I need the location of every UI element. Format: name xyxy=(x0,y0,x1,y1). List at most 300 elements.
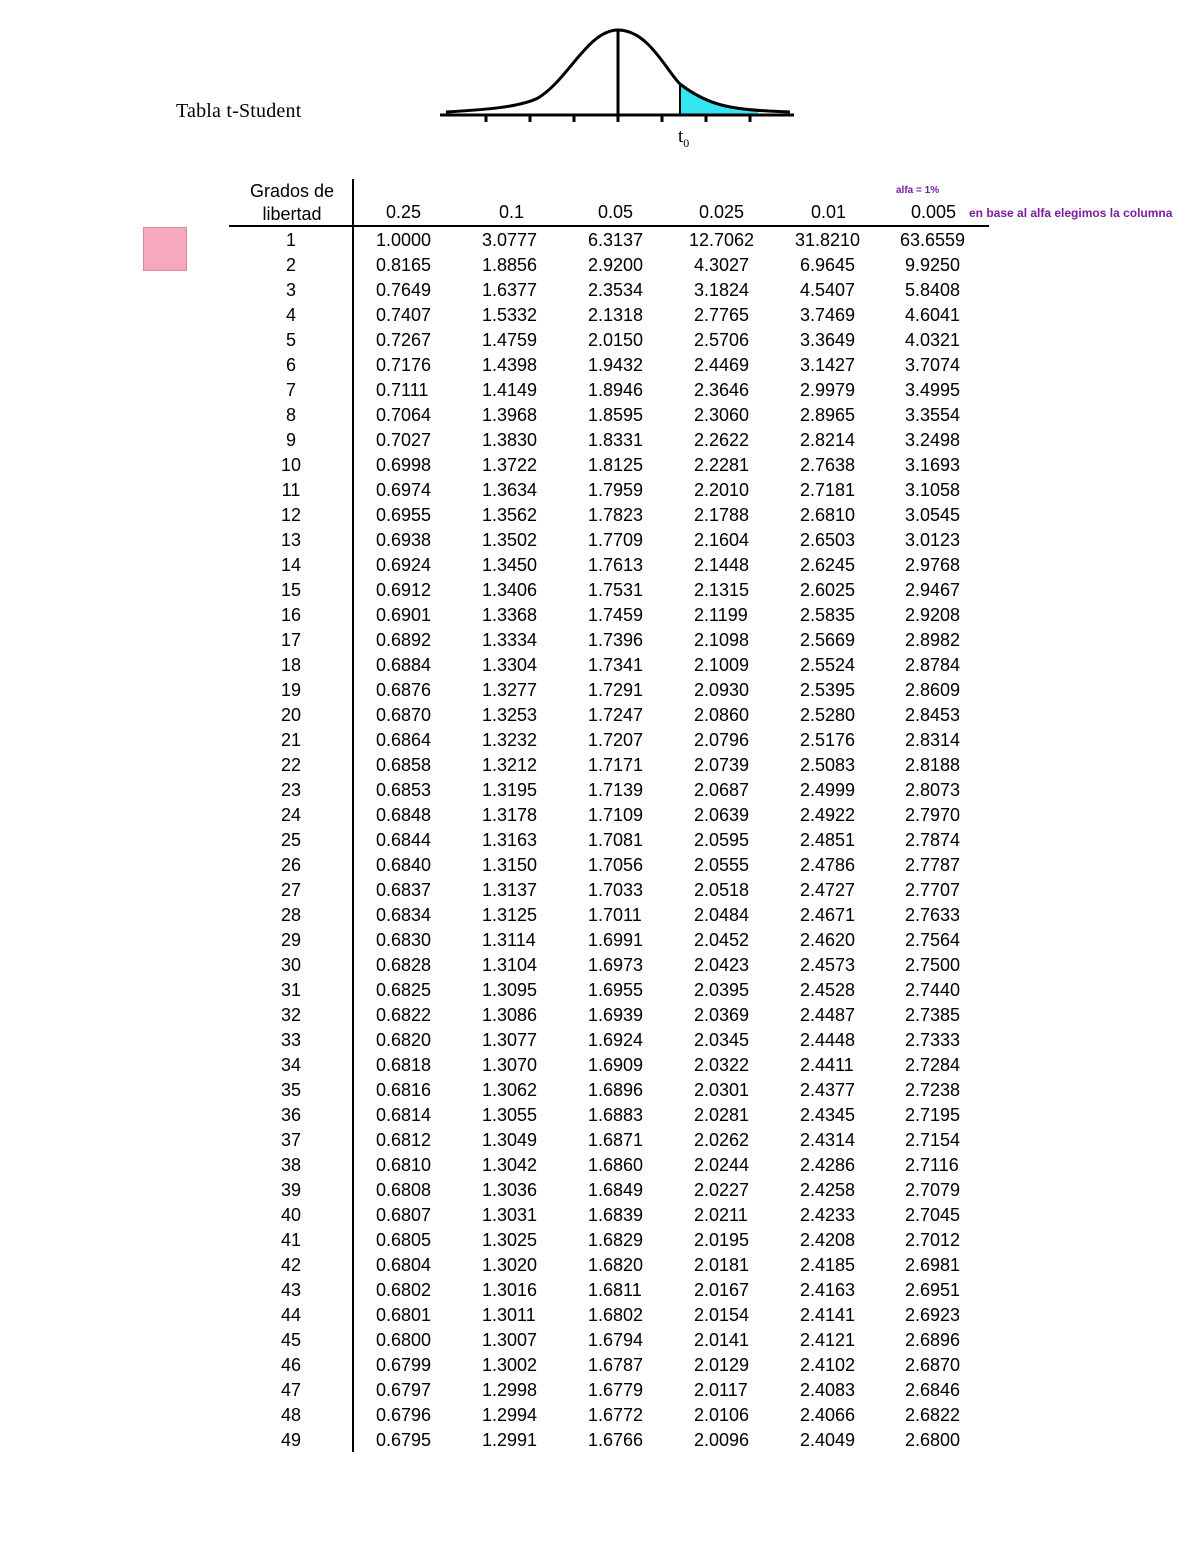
df-cell: 45 xyxy=(280,1330,302,1350)
value-cell: 1.7081 xyxy=(588,830,644,850)
df-cell: 20 xyxy=(280,705,302,725)
value-cell: 2.0322 xyxy=(694,1055,750,1075)
value-cell: 1.8595 xyxy=(588,405,644,425)
value-cell: 2.7765 xyxy=(694,305,750,325)
df-cell: 28 xyxy=(280,905,302,925)
table-row xyxy=(0,1328,1000,1353)
table-row xyxy=(0,703,1000,728)
value-cell: 1.6871 xyxy=(588,1130,644,1150)
value-cell: 1.3722 xyxy=(482,455,538,475)
alpha-header-025: 0.25 xyxy=(386,202,422,222)
value-cell: 0.7176 xyxy=(376,355,432,375)
value-cell: 2.0181 xyxy=(694,1255,750,1275)
value-cell: 0.6818 xyxy=(376,1055,432,1075)
value-cell: 2.4286 xyxy=(800,1155,856,1175)
value-cell: 1.7011 xyxy=(588,905,642,925)
value-cell: 1.6909 xyxy=(588,1055,644,1075)
value-cell: 3.3554 xyxy=(905,405,961,425)
value-cell: 0.6858 xyxy=(376,755,432,775)
df-cell: 36 xyxy=(280,1105,302,1125)
table-row xyxy=(0,478,1000,503)
value-cell: 2.7238 xyxy=(905,1080,961,1100)
df-cell: 7 xyxy=(285,380,296,400)
table-row xyxy=(0,803,1000,828)
value-cell: 0.6808 xyxy=(376,1180,432,1200)
value-cell: 1.3002 xyxy=(482,1355,538,1375)
value-cell: 1.8946 xyxy=(588,380,644,400)
value-cell: 2.0195 xyxy=(694,1230,750,1250)
value-cell: 2.1009 xyxy=(694,655,750,675)
value-cell: 2.7500 xyxy=(905,955,961,975)
value-cell: 2.7385 xyxy=(905,1005,961,1025)
table-row xyxy=(0,1428,1000,1453)
value-cell: 0.6837 xyxy=(376,880,432,900)
value-cell: 1.6849 xyxy=(588,1180,644,1200)
value-cell: 1.6802 xyxy=(588,1305,644,1325)
value-cell: 2.0129 xyxy=(694,1355,750,1375)
value-cell: 1.6772 xyxy=(588,1405,644,1425)
value-cell: 0.6800 xyxy=(376,1330,432,1350)
value-cell: 1.3830 xyxy=(482,430,538,450)
df-cell: 21 xyxy=(280,730,302,750)
value-cell: 2.7284 xyxy=(905,1055,961,1075)
value-cell: 2.7787 xyxy=(905,855,961,875)
value-cell: 1.6860 xyxy=(588,1155,644,1175)
value-cell: 1.3016 xyxy=(482,1280,538,1300)
value-cell: 1.6896 xyxy=(588,1080,644,1100)
value-cell: 2.0227 xyxy=(694,1180,750,1200)
table-row xyxy=(0,353,1000,378)
value-cell: 0.6830 xyxy=(376,930,432,950)
value-cell: 3.2498 xyxy=(905,430,961,450)
value-cell: 1.7139 xyxy=(588,780,644,800)
value-cell: 0.7267 xyxy=(376,330,432,350)
value-cell: 0.7027 xyxy=(376,430,432,450)
table-row xyxy=(0,903,1000,928)
value-cell: 2.0117 xyxy=(694,1380,748,1400)
table-row xyxy=(0,853,1000,878)
value-cell: 1.4759 xyxy=(482,330,538,350)
value-cell: 2.8965 xyxy=(800,405,856,425)
value-cell: 2.6846 xyxy=(905,1380,961,1400)
alpha-header-001: 0.01 xyxy=(811,202,847,222)
table-row xyxy=(0,403,1000,428)
df-cell: 39 xyxy=(280,1180,302,1200)
df-cell: 13 xyxy=(280,530,302,550)
value-cell: 1.4149 xyxy=(482,380,538,400)
value-cell: 0.6828 xyxy=(376,955,432,975)
table-row xyxy=(0,1378,1000,1403)
value-cell: 1.3253 xyxy=(482,705,538,725)
value-cell: 2.7116 xyxy=(905,1155,959,1175)
value-cell: 0.6924 xyxy=(376,555,432,575)
df-cell: 24 xyxy=(280,805,302,825)
df-cell: 42 xyxy=(280,1255,302,1275)
value-cell: 0.6876 xyxy=(376,680,432,700)
table-row xyxy=(0,928,1000,953)
value-cell: 0.6796 xyxy=(376,1405,432,1425)
value-cell: 1.3277 xyxy=(482,680,538,700)
value-cell: 1.6955 xyxy=(588,980,644,1000)
df-cell: 41 xyxy=(280,1230,302,1250)
table-row xyxy=(0,828,1000,853)
value-cell: 2.4786 xyxy=(800,855,856,875)
value-cell: 2.0244 xyxy=(694,1155,750,1175)
page-title: Tabla t-Student xyxy=(176,100,302,122)
table-row xyxy=(0,1303,1000,1328)
table-row xyxy=(0,1353,1000,1378)
value-cell: 1.3195 xyxy=(482,780,538,800)
table-row xyxy=(0,1128,1000,1153)
value-cell: 1.3334 xyxy=(482,630,538,650)
value-cell: 1.3062 xyxy=(482,1080,538,1100)
df-cell: 29 xyxy=(280,930,302,950)
value-cell: 2.0211 xyxy=(694,1205,748,1225)
value-cell: 2.0281 xyxy=(694,1105,750,1125)
value-cell: 0.6810 xyxy=(376,1155,432,1175)
value-cell: 3.0777 xyxy=(482,230,538,250)
value-cell: 1.3025 xyxy=(482,1230,538,1250)
value-cell: 1.6811 xyxy=(588,1280,642,1300)
value-cell: 1.5332 xyxy=(482,305,538,325)
df-cell: 14 xyxy=(280,555,302,575)
table-row xyxy=(0,503,1000,528)
value-cell: 0.6812 xyxy=(376,1130,432,1150)
value-cell: 0.6799 xyxy=(376,1355,432,1375)
value-cell: 2.7079 xyxy=(905,1180,961,1200)
value-cell: 1.6924 xyxy=(588,1030,644,1050)
value-cell: 2.5706 xyxy=(694,330,750,350)
table-row xyxy=(0,1103,1000,1128)
value-cell: 2.0096 xyxy=(694,1430,750,1450)
value-cell: 2.4314 xyxy=(800,1130,856,1150)
value-cell: 2.0167 xyxy=(694,1280,750,1300)
value-cell: 0.6795 xyxy=(376,1430,432,1450)
df-cell: 15 xyxy=(280,580,302,600)
table-row xyxy=(0,253,1000,278)
value-cell: 1.7341 xyxy=(588,655,644,675)
value-cell: 0.6938 xyxy=(376,530,432,550)
df-cell: 44 xyxy=(280,1305,302,1325)
value-cell: 4.3027 xyxy=(694,255,750,275)
value-cell: 2.2281 xyxy=(694,455,750,475)
value-cell: 2.0141 xyxy=(694,1330,750,1350)
value-cell: 2.1098 xyxy=(694,630,750,650)
df-header-line1: Grados de xyxy=(249,181,335,201)
table-row xyxy=(0,753,1000,778)
value-cell: 0.6892 xyxy=(376,630,432,650)
value-cell: 0.6834 xyxy=(376,905,432,925)
value-cell: 2.0301 xyxy=(694,1080,750,1100)
value-cell: 1.3077 xyxy=(482,1030,538,1050)
value-cell: 2.0423 xyxy=(694,955,750,975)
df-cell: 11 xyxy=(281,480,301,500)
value-cell: 2.7638 xyxy=(800,455,856,475)
value-cell: 2.7707 xyxy=(905,880,961,900)
table-row xyxy=(0,978,1000,1003)
value-cell: 0.6912 xyxy=(376,580,432,600)
value-cell: 2.4469 xyxy=(694,355,750,375)
value-cell: 0.6807 xyxy=(376,1205,432,1225)
df-cell: 47 xyxy=(280,1380,302,1400)
value-cell: 2.3060 xyxy=(694,405,750,425)
value-cell: 1.3095 xyxy=(482,980,538,1000)
df-cell: 22 xyxy=(280,755,302,775)
value-cell: 1.2991 xyxy=(482,1430,538,1450)
value-cell: 2.6896 xyxy=(905,1330,961,1350)
value-cell: 1.3178 xyxy=(482,805,538,825)
value-cell: 2.0930 xyxy=(694,680,750,700)
value-cell: 2.4573 xyxy=(800,955,856,975)
value-cell: 2.0639 xyxy=(694,805,750,825)
value-cell: 3.3649 xyxy=(800,330,856,350)
value-cell: 0.6814 xyxy=(376,1105,432,1125)
value-cell: 1.3406 xyxy=(482,580,538,600)
value-cell: 0.6998 xyxy=(376,455,432,475)
value-cell: 1.7823 xyxy=(588,505,644,525)
value-cell: 1.7459 xyxy=(588,605,644,625)
value-cell: 0.6801 xyxy=(376,1305,432,1325)
value-cell: 2.7181 xyxy=(800,480,856,500)
value-cell: 2.6245 xyxy=(800,555,856,575)
value-cell: 3.1427 xyxy=(800,355,856,375)
value-cell: 1.3150 xyxy=(482,855,538,875)
value-cell: 2.2010 xyxy=(694,480,750,500)
value-cell: 2.9768 xyxy=(905,555,961,575)
value-cell: 1.3070 xyxy=(482,1055,538,1075)
table-row xyxy=(0,1178,1000,1203)
value-cell: 0.6804 xyxy=(376,1255,432,1275)
table-row xyxy=(0,678,1000,703)
value-cell: 1.7613 xyxy=(588,555,644,575)
df-cell: 23 xyxy=(280,780,302,800)
value-cell: 1.3125 xyxy=(482,905,538,925)
value-cell: 2.2622 xyxy=(694,430,750,450)
value-cell: 2.8073 xyxy=(905,780,961,800)
value-cell: 2.0518 xyxy=(694,880,750,900)
value-cell: 2.8214 xyxy=(800,430,856,450)
df-cell: 25 xyxy=(280,830,302,850)
value-cell: 0.6853 xyxy=(376,780,432,800)
value-cell: 1.7109 xyxy=(588,805,644,825)
alpha-header-005: 0.05 xyxy=(598,202,634,222)
value-cell: 1.0000 xyxy=(376,230,432,250)
value-cell: 2.0452 xyxy=(694,930,750,950)
value-cell: 1.6377 xyxy=(482,280,538,300)
value-cell: 0.6870 xyxy=(376,705,432,725)
value-cell: 1.3042 xyxy=(482,1155,538,1175)
value-cell: 1.6829 xyxy=(588,1230,644,1250)
table-row xyxy=(0,1228,1000,1253)
value-cell: 3.1058 xyxy=(905,480,961,500)
value-cell: 2.6981 xyxy=(905,1255,961,1275)
value-cell: 0.6955 xyxy=(376,505,432,525)
value-cell: 2.4163 xyxy=(800,1280,856,1300)
value-cell: 1.6973 xyxy=(588,955,644,975)
value-cell: 0.6901 xyxy=(376,605,432,625)
value-cell: 1.8331 xyxy=(588,430,644,450)
table-row xyxy=(0,1278,1000,1303)
value-cell: 0.6816 xyxy=(376,1080,432,1100)
value-cell: 3.7074 xyxy=(905,355,961,375)
value-cell: 2.3534 xyxy=(588,280,644,300)
df-cell: 46 xyxy=(280,1355,302,1375)
value-cell: 1.3104 xyxy=(482,955,538,975)
value-cell: 2.6951 xyxy=(905,1280,961,1300)
table-row xyxy=(0,1203,1000,1228)
table-row xyxy=(0,728,1000,753)
value-cell: 6.9645 xyxy=(800,255,856,275)
value-cell: 2.8453 xyxy=(905,705,961,725)
value-cell: 2.0154 xyxy=(694,1305,750,1325)
value-cell: 2.4999 xyxy=(800,780,856,800)
value-cell: 1.3562 xyxy=(482,505,538,525)
df-cell: 4 xyxy=(285,305,296,325)
value-cell: 2.1604 xyxy=(694,530,750,550)
value-cell: 2.9979 xyxy=(800,380,856,400)
value-cell: 2.7874 xyxy=(905,830,961,850)
value-cell: 3.0123 xyxy=(905,530,961,550)
value-cell: 2.8784 xyxy=(905,655,961,675)
table-row xyxy=(0,1003,1000,1028)
df-cell: 34 xyxy=(280,1055,302,1075)
value-cell: 1.7033 xyxy=(588,880,644,900)
df-cell: 17 xyxy=(280,630,302,650)
value-cell: 2.6822 xyxy=(905,1405,961,1425)
value-cell: 1.3137 xyxy=(482,880,538,900)
df-cell: 6 xyxy=(285,355,296,375)
value-cell: 3.7469 xyxy=(800,305,856,325)
value-cell: 1.4398 xyxy=(482,355,538,375)
value-cell: 4.5407 xyxy=(800,280,856,300)
table-row xyxy=(0,378,1000,403)
value-cell: 2.4258 xyxy=(800,1180,856,1200)
value-cell: 1.7396 xyxy=(588,630,644,650)
table-row xyxy=(0,278,1000,303)
value-cell: 1.6820 xyxy=(588,1255,644,1275)
value-cell: 1.8856 xyxy=(482,255,538,275)
value-cell: 2.0796 xyxy=(694,730,750,750)
value-cell: 63.6559 xyxy=(900,230,966,250)
value-cell: 2.5280 xyxy=(800,705,856,725)
value-cell: 2.0739 xyxy=(694,755,750,775)
value-cell: 2.0687 xyxy=(694,780,750,800)
value-cell: 2.4233 xyxy=(800,1205,856,1225)
df-cell: 48 xyxy=(280,1405,302,1425)
value-cell: 0.7064 xyxy=(376,405,432,425)
t-distribution-curve xyxy=(438,20,798,130)
value-cell: 1.3304 xyxy=(482,655,538,675)
value-cell: 2.4102 xyxy=(800,1355,856,1375)
value-cell: 0.6825 xyxy=(376,980,432,1000)
value-cell: 1.3450 xyxy=(482,555,538,575)
table-row xyxy=(0,328,1000,353)
value-cell: 1.3007 xyxy=(482,1330,538,1350)
value-cell: 2.4208 xyxy=(800,1230,856,1250)
value-cell: 31.8210 xyxy=(795,230,861,250)
value-cell: 2.1318 xyxy=(588,305,644,325)
value-cell: 2.7045 xyxy=(905,1205,961,1225)
df-cell: 38 xyxy=(280,1155,302,1175)
table-row xyxy=(0,603,1000,628)
df-cell: 26 xyxy=(280,855,302,875)
df-cell: 49 xyxy=(280,1430,302,1450)
table-row xyxy=(0,428,1000,453)
df-cell: 10 xyxy=(280,455,302,475)
value-cell: 1.2998 xyxy=(482,1380,538,1400)
value-cell: 2.7970 xyxy=(905,805,961,825)
df-cell: 1 xyxy=(285,230,296,250)
value-cell: 4.0321 xyxy=(905,330,961,350)
value-cell: 2.5176 xyxy=(800,730,856,750)
value-cell: 1.3968 xyxy=(482,405,538,425)
value-cell: 2.0395 xyxy=(694,980,750,1000)
table-row xyxy=(0,1153,1000,1178)
value-cell: 1.6794 xyxy=(588,1330,644,1350)
df-cell: 8 xyxy=(285,405,296,425)
value-cell: 2.9200 xyxy=(588,255,644,275)
value-cell: 2.8982 xyxy=(905,630,961,650)
df-cell: 33 xyxy=(280,1030,302,1050)
value-cell: 0.6974 xyxy=(376,480,432,500)
value-cell: 2.4922 xyxy=(800,805,856,825)
value-cell: 1.7531 xyxy=(588,580,644,600)
df-cell: 18 xyxy=(280,655,302,675)
value-cell: 2.4851 xyxy=(800,830,856,850)
value-cell: 1.6939 xyxy=(588,1005,644,1025)
value-cell: 0.6844 xyxy=(376,830,432,850)
value-cell: 1.6991 xyxy=(588,930,644,950)
value-cell: 1.3634 xyxy=(482,480,538,500)
value-cell: 2.6800 xyxy=(905,1430,961,1450)
df-cell: 31 xyxy=(280,980,302,1000)
df-cell: 5 xyxy=(285,330,296,350)
table-row xyxy=(0,303,1000,328)
value-cell: 0.6840 xyxy=(376,855,432,875)
value-cell: 1.7291 xyxy=(588,680,644,700)
value-cell: 1.6766 xyxy=(588,1430,644,1450)
table-row xyxy=(0,1253,1000,1278)
value-cell: 0.6797 xyxy=(376,1380,432,1400)
alpha-header-0025: 0.025 xyxy=(699,202,745,222)
value-cell: 2.4671 xyxy=(800,905,856,925)
table-row xyxy=(0,653,1000,678)
value-cell: 2.4528 xyxy=(800,980,856,1000)
value-cell: 0.6884 xyxy=(376,655,432,675)
df-cell: 43 xyxy=(280,1280,302,1300)
value-cell: 0.6802 xyxy=(376,1280,432,1300)
value-cell: 9.9250 xyxy=(905,255,961,275)
value-cell: 2.0106 xyxy=(694,1405,750,1425)
value-cell: 2.4620 xyxy=(800,930,856,950)
table-row xyxy=(0,953,1000,978)
value-cell: 2.0860 xyxy=(694,705,750,725)
df-cell: 32 xyxy=(280,1005,302,1025)
value-cell: 1.9432 xyxy=(588,355,644,375)
value-cell: 0.7407 xyxy=(376,305,432,325)
header-divider xyxy=(229,225,989,227)
df-header-line2: libertad xyxy=(262,204,322,224)
value-cell: 2.6503 xyxy=(800,530,856,550)
table-row xyxy=(0,628,1000,653)
value-cell: 1.3055 xyxy=(482,1105,538,1125)
value-cell: 1.7247 xyxy=(588,705,644,725)
alpha-header-01: 0.1 xyxy=(499,202,525,222)
df-cell: 3 xyxy=(285,280,296,300)
df-cell: 37 xyxy=(280,1130,302,1150)
df-cell: 9 xyxy=(285,430,296,450)
df-cell: 19 xyxy=(280,680,302,700)
